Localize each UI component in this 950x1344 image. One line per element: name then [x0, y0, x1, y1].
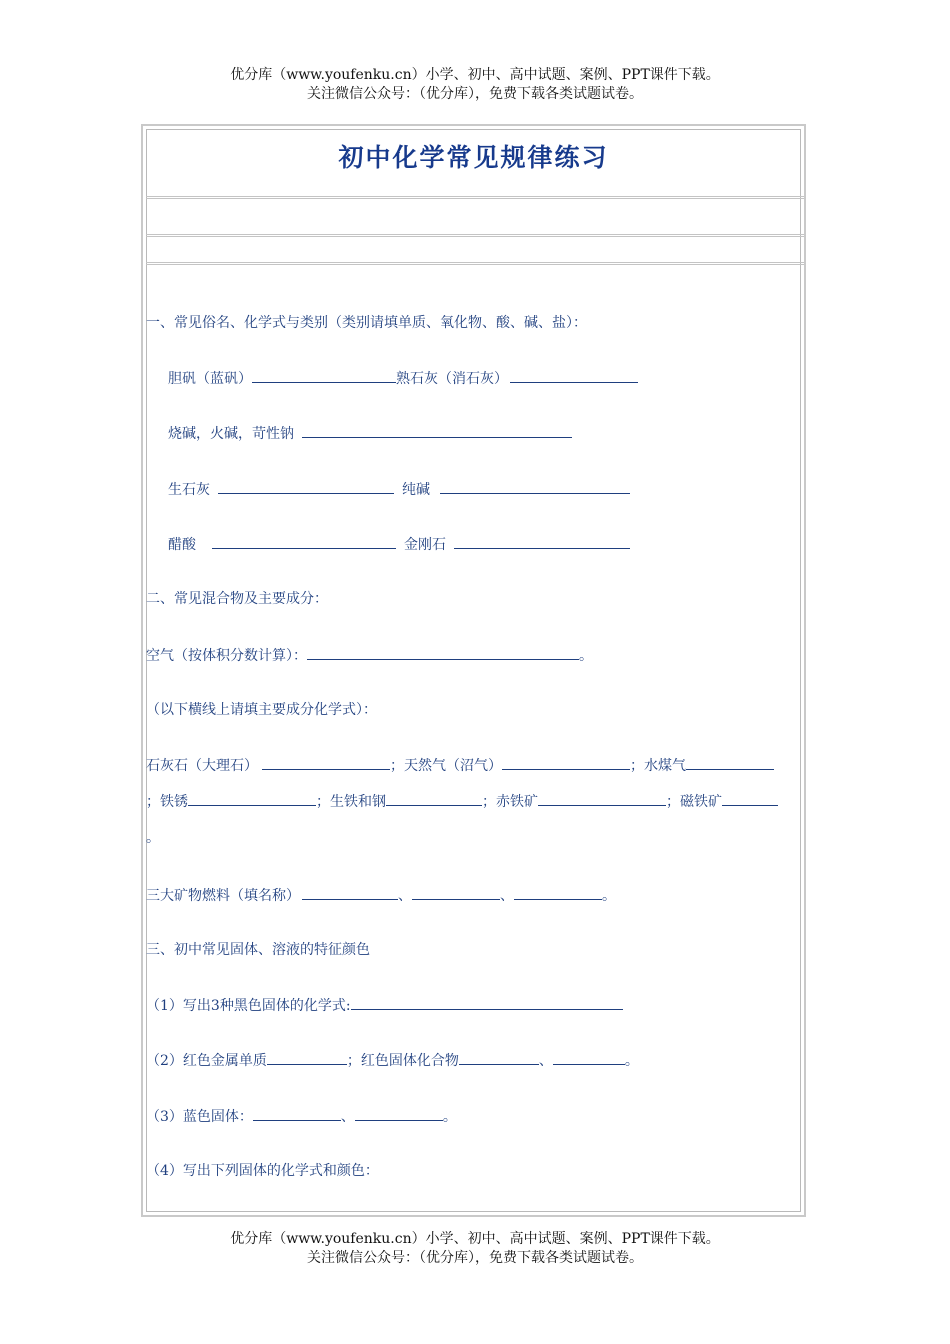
question-label: 醋酸	[168, 537, 196, 553]
question-label: 生铁和钢	[330, 794, 386, 810]
question-label: 金刚石	[404, 537, 446, 553]
question-label: 纯碱	[402, 482, 430, 498]
question-label: 赤铁矿	[496, 794, 538, 810]
divider	[146, 196, 804, 199]
punctuation: ；	[346, 1053, 361, 1069]
question-label: 石灰石（大理石）	[146, 758, 258, 774]
answer-blank[interactable]	[538, 791, 666, 806]
answer-blank[interactable]	[502, 755, 630, 770]
question-row	[146, 755, 774, 776]
section-3-heading: 三、初中常见固体、溶液的特征颜色	[146, 942, 370, 958]
section-1-heading: 一、常见俗名、化学式与类别（类别请填单质、氧化物、酸、碱、盐）：	[146, 315, 587, 331]
header-line-1: 优分库（www.youfenku.cn）小学、初中、高中试题、案例、PPT课件下载。	[230, 67, 720, 83]
punctuation: 。	[579, 648, 593, 664]
answer-blank[interactable]	[351, 995, 623, 1010]
question-label: 烧碱，火碱，苛性钠	[168, 426, 294, 442]
answer-blank[interactable]	[188, 791, 316, 806]
question-label: （3）蓝色固体：	[146, 1109, 253, 1125]
answer-blank[interactable]	[252, 368, 396, 383]
answer-blank[interactable]	[440, 479, 630, 494]
question-row	[146, 791, 778, 812]
answer-blank[interactable]	[412, 885, 500, 900]
question-label: 熟石灰（消石灰）	[396, 371, 508, 387]
question-label: 磁铁矿	[680, 794, 722, 810]
answer-blank[interactable]	[386, 791, 482, 806]
question-label: 生石灰	[168, 482, 210, 498]
footer-line-1: 优分库（www.youfenku.cn）小学、初中、高中试题、案例、PPT课件下载。	[230, 1231, 720, 1247]
divider	[146, 234, 804, 237]
question-row	[168, 534, 630, 555]
page-title: 初中化学常见规律练习	[338, 143, 609, 172]
punctuation: 、	[500, 888, 514, 904]
punctuation: ；	[390, 758, 404, 774]
page-header	[0, 66, 950, 104]
answer-blank[interactable]	[355, 1106, 443, 1121]
instruction-note: （以下横线上请填主要成分化学式）：	[146, 702, 377, 718]
punctuation: 、	[340, 1109, 355, 1125]
footer-line-2: 关注微信公众号：（优分库），免费下载各类试题试卷。	[307, 1250, 643, 1266]
answer-blank[interactable]	[686, 755, 774, 770]
question-row	[146, 1106, 457, 1127]
punctuation: 。	[624, 1053, 639, 1069]
answer-blank[interactable]	[267, 1050, 347, 1065]
page-footer	[0, 1230, 950, 1268]
divider	[146, 262, 804, 265]
section-2-heading: 二、常见混合物及主要成分：	[146, 591, 328, 607]
answer-blank[interactable]	[307, 645, 579, 660]
punctuation: ；	[482, 794, 496, 810]
question-label: 红色固体化合物	[360, 1053, 459, 1069]
punctuation: 。	[146, 830, 160, 846]
answer-blank[interactable]	[262, 755, 390, 770]
question-label: （1）写出3种黑色固体的化学式:	[146, 998, 351, 1014]
answer-blank[interactable]	[553, 1050, 625, 1065]
answer-blank[interactable]	[218, 479, 394, 494]
question-row	[146, 1050, 639, 1071]
punctuation: 、	[538, 1053, 553, 1069]
question-label: （4）写出下列固体的化学式和颜色：	[146, 1163, 379, 1179]
punctuation: 、	[398, 888, 412, 904]
answer-blank[interactable]	[302, 885, 398, 900]
question-label: 胆矾（蓝矾）	[168, 371, 252, 387]
answer-blank[interactable]	[212, 534, 396, 549]
answer-blank[interactable]	[253, 1106, 341, 1121]
question-row	[168, 479, 630, 500]
answer-blank[interactable]	[454, 534, 630, 549]
question-label: （2）红色金属单质	[146, 1053, 267, 1069]
question-label: 水煤气	[644, 758, 686, 774]
question-label: 三大矿物燃料（填名称）	[146, 888, 300, 904]
answer-blank[interactable]	[510, 368, 638, 383]
question-label: 空气（按体积分数计算）：	[146, 648, 307, 664]
question-row	[146, 885, 616, 906]
answer-blank[interactable]	[514, 885, 602, 900]
question-row	[168, 368, 638, 389]
answer-blank[interactable]	[302, 423, 572, 438]
punctuation: 。	[602, 888, 616, 904]
punctuation: ；	[316, 794, 330, 810]
punctuation: ；	[146, 794, 160, 810]
question-label: 天然气（沼气）	[404, 758, 502, 774]
header-line-2: 关注微信公众号：（优分库），免费下载各类试题试卷。	[307, 86, 643, 102]
question-row	[146, 645, 593, 666]
punctuation: ；	[630, 758, 644, 774]
answer-blank[interactable]	[459, 1050, 539, 1065]
question-row	[168, 423, 572, 444]
punctuation: ；	[666, 794, 680, 810]
punctuation: 。	[442, 1109, 457, 1125]
question-row	[146, 995, 623, 1016]
question-label: 铁锈	[160, 794, 188, 810]
answer-blank[interactable]	[722, 791, 778, 806]
